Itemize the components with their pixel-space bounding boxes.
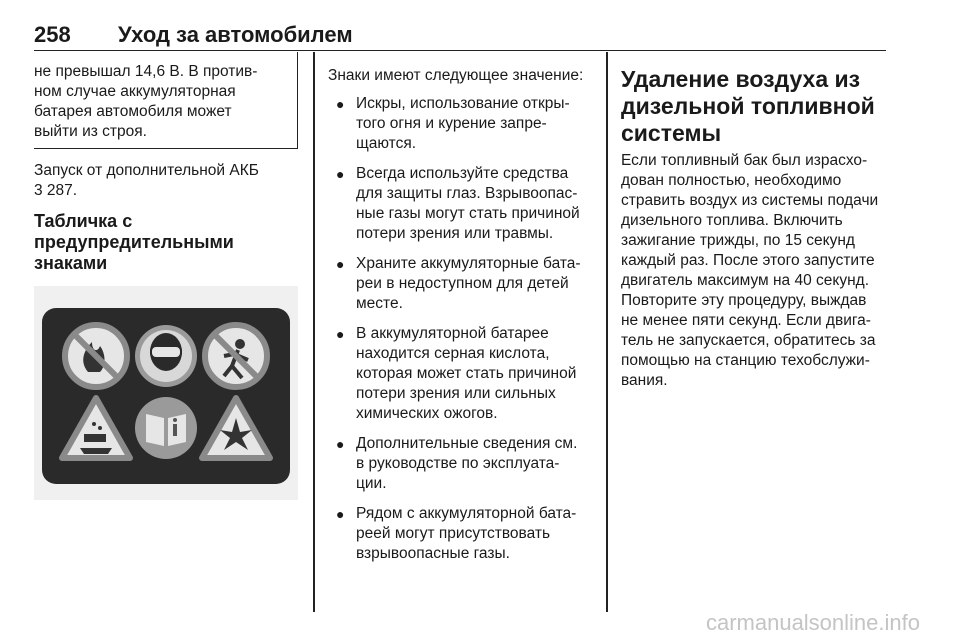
cross-reference (34, 161, 298, 201)
left-column (34, 52, 298, 500)
section-heading (621, 66, 889, 147)
right-column (621, 66, 889, 391)
manual-icon (135, 397, 197, 459)
warning-line: ном случае аккумуляторная (34, 83, 236, 100)
list-item: ● Храните аккумуляторные бата- реи в недоступном для детей месте. (336, 255, 581, 312)
no-fire-icon (65, 325, 127, 387)
heading-line: предупредительными знаками (34, 232, 234, 273)
list-item: ● Всегда используйте средства для защиты глаз. Взрывоопас- ные газы могут стать причиной потери зрения или травмы. (336, 165, 580, 242)
sign-meanings-list (328, 94, 594, 564)
page-number: 258 (34, 22, 71, 47)
list-item: ● Искры, использование откры- того огня и курение запре- щаются. (336, 95, 570, 152)
bullet-icon: ● (336, 256, 345, 272)
reference-text: Запуск от дополнительной АКБ (34, 162, 259, 179)
intro-text: Знаки имеют следующее значение: (328, 67, 584, 84)
body-text: Если топливный бак был израсхо- дован полностью, необходимо стравить воздух из системы подачи дизельного топлива. Включить зажигание трижды, по 15 секунд каждый раз. После этого запустите двигатель максимум на 40 секунд. Повторите эту процедуру, выждав не менее пяти секунд. Если двига- тель не запускается, обратитесь за помощью на станцию техобслужи- вания. (621, 152, 879, 389)
section-heading (34, 211, 298, 274)
heading-line: системы (621, 120, 722, 146)
watermark: carmanualsonline.info (705, 610, 920, 635)
page-title: Уход за автомобилем (118, 22, 353, 47)
column-divider (313, 52, 315, 612)
page-header (34, 22, 886, 51)
middle-column (328, 66, 594, 574)
column-divider (606, 52, 608, 612)
warning-sign-label-image (34, 286, 298, 500)
list-item: ● В аккумуляторной батарее находится серная кислота, которая может стать причиной потери зрения или сильных химических ожогов. (336, 325, 577, 422)
heading-line: Удаление воздуха из (621, 66, 861, 92)
bullet-icon: ● (336, 506, 345, 522)
list-item: ● Дополнительные сведения см. в руководстве по эксплуата- ции. (336, 435, 578, 492)
list-item: ● Рядом с аккумуляторной бата- реей могут присутствовать взрывоопасные газы. (336, 505, 577, 562)
heading-line: Табличка с (34, 211, 133, 231)
bullet-icon: ● (336, 166, 345, 182)
warning-box (34, 52, 298, 149)
heading-line: дизельной топливной (621, 93, 875, 119)
bullet-icon: ● (336, 96, 345, 112)
reference-page-link[interactable]: 3 287. (34, 182, 78, 199)
warning-line: выйти из строя. (34, 123, 147, 140)
warning-line: не превышал 14,6 В. В против- (34, 63, 258, 80)
warning-line: батарея автомобиля может (34, 103, 232, 120)
bullet-icon: ● (336, 436, 345, 452)
bullet-icon: ● (336, 326, 345, 342)
eye-protection-icon (135, 325, 197, 387)
keep-away-children-icon (205, 325, 267, 387)
